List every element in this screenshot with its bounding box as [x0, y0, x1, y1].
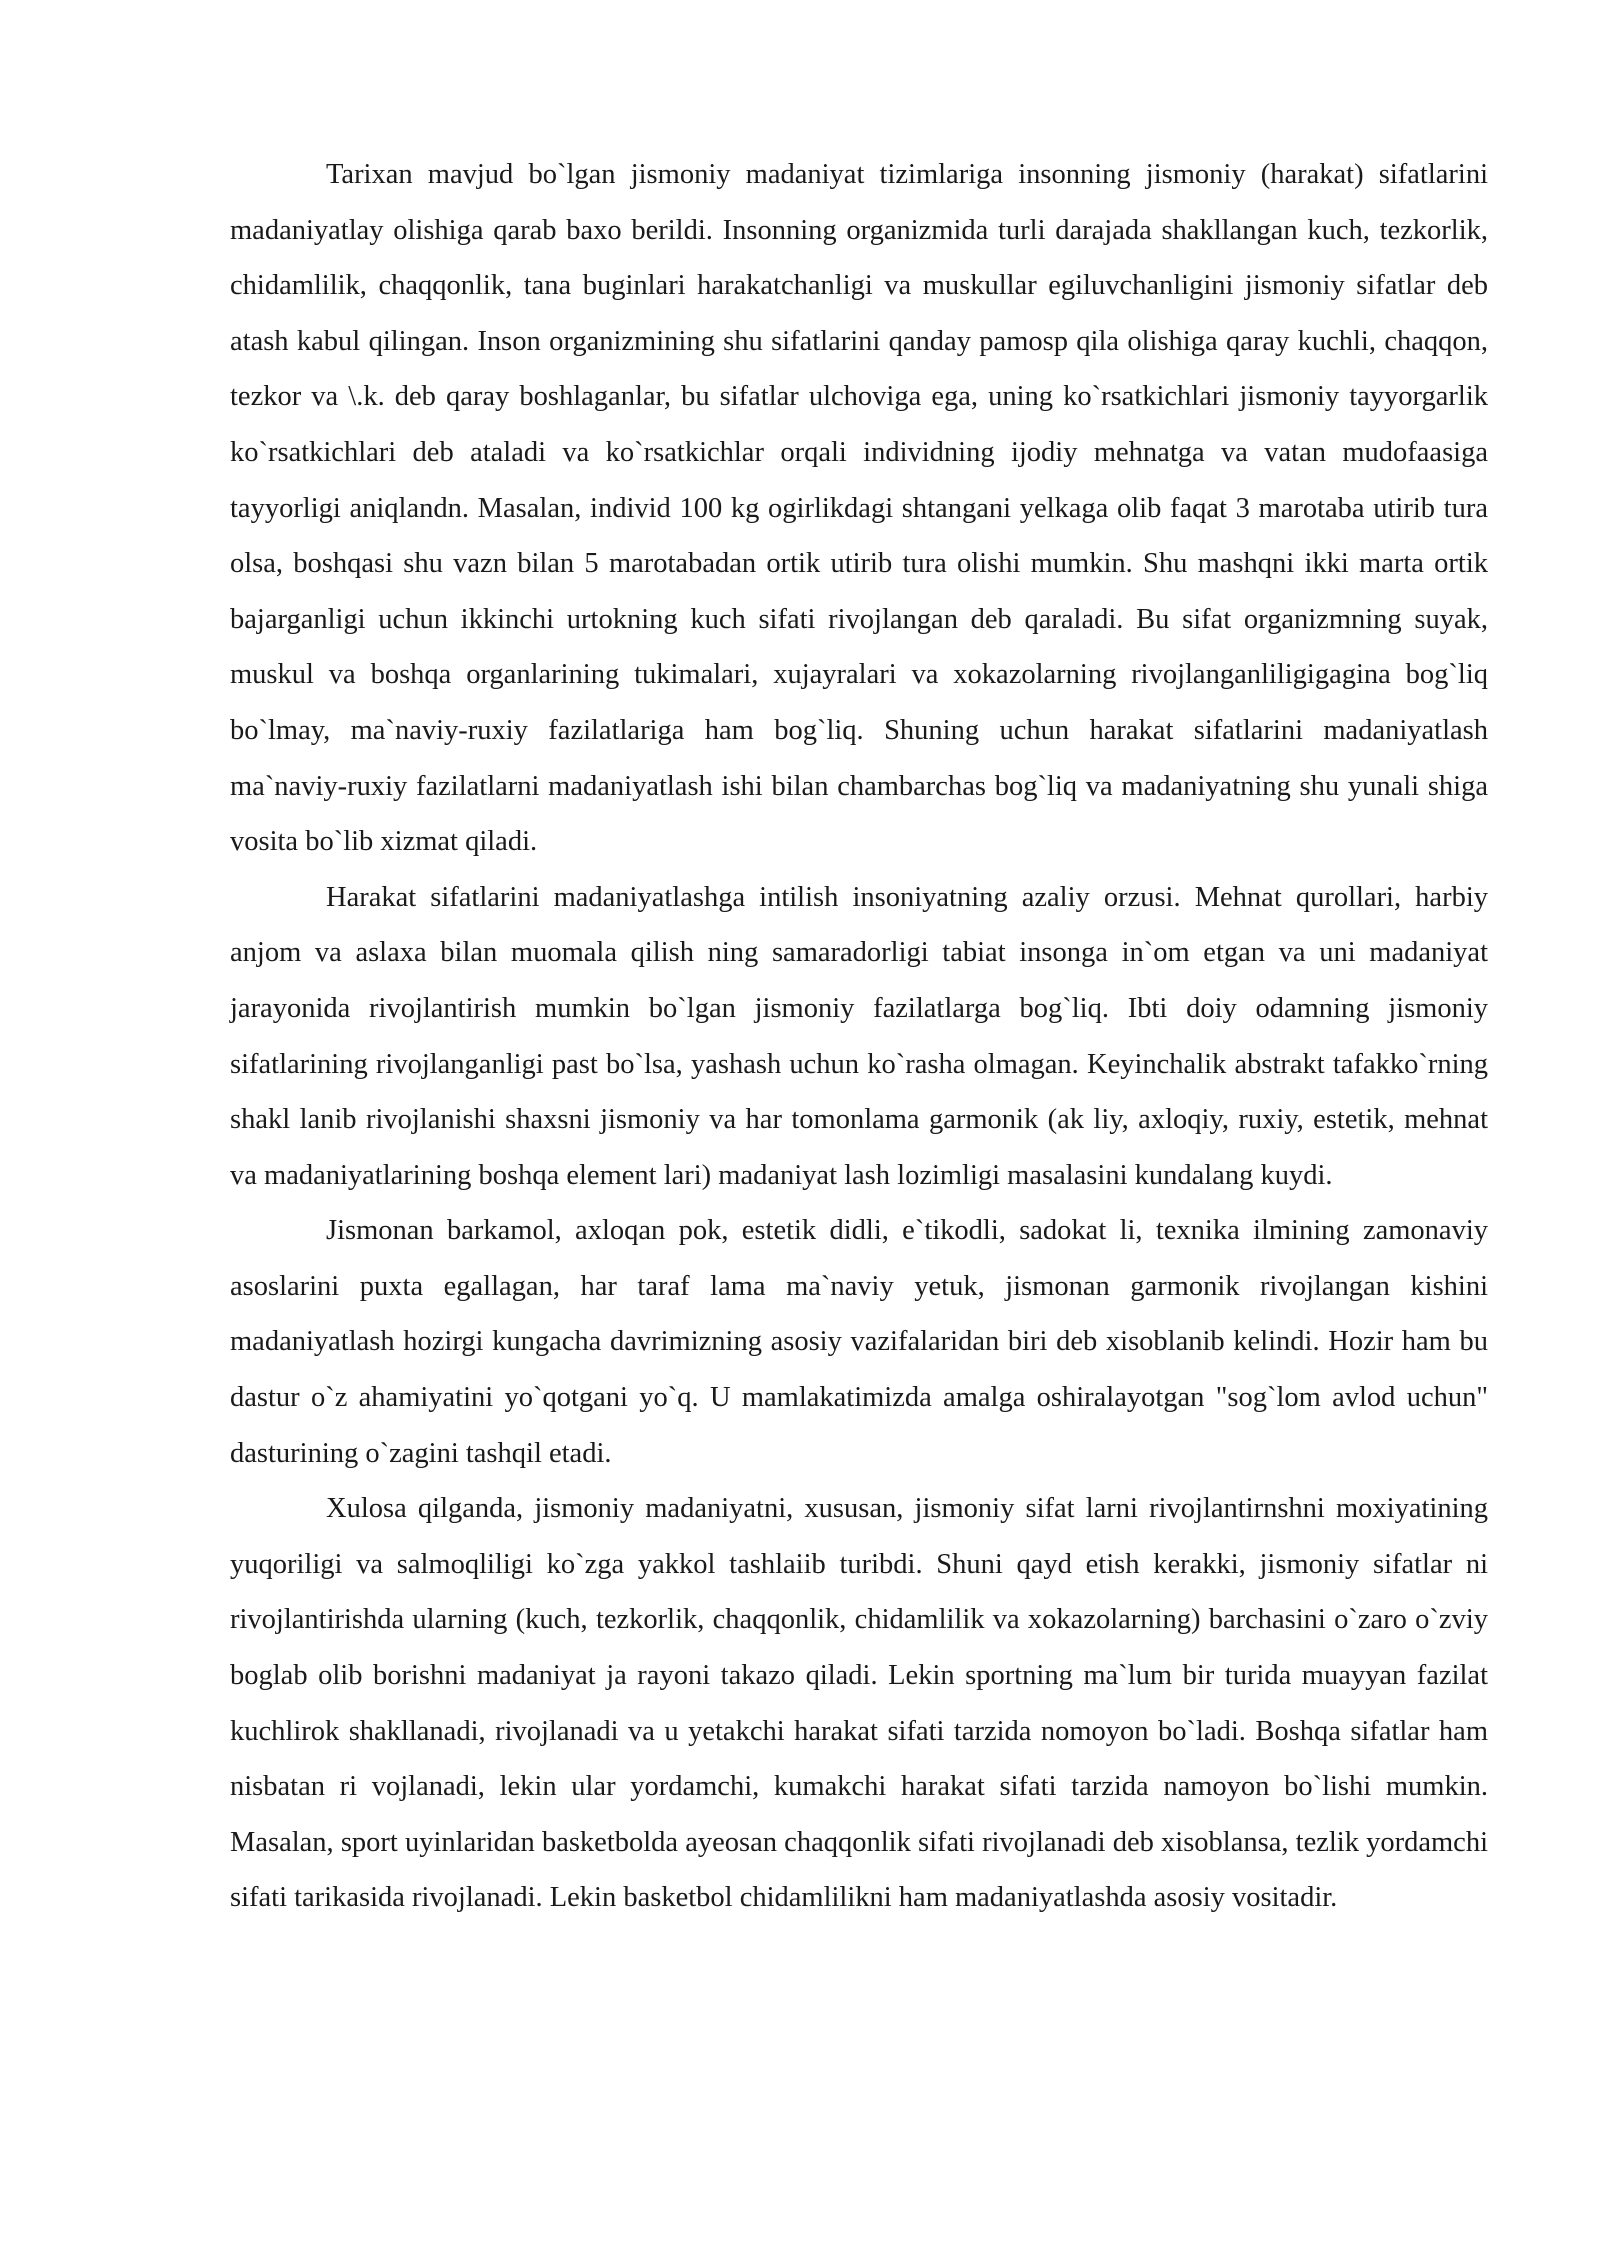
- paragraph-1: Tarixan mavjud bo`lgan jismoniy madaniyat tizimlariga insonning jismoniy (harakat) sifatlarini madaniyatlay olishiga qarab baxo berildi. Insonning organizmida turli darajada shakllangan kuch, tezkorlik, chidamlilik, chaqqonlik, tana buginlari harakatchanligi va muskullar egiluvchanligini jismoniy sifatlar deb atash kabul qilingan. Inson organizmining shu sifatlarini qanday pamosp qila olishiga qaray kuchli, chaqqon, tezkor va \.k. deb qaray boshlaganlar, bu sifatlar ulchoviga ega, uning ko`rsatkichlari jismoniy tayyorgarlik ko`rsatkichlari deb ataladi va ko`rsatkichlar orqali individning ijodiy mehnatga va vatan mudofaasiga tayyorligi aniqlandn. Masalan, individ 100 kg ogirlikdagi shtangani yelkaga olib faqat 3 marotaba utirib tura olsa, boshqasi shu vazn bilan 5 marotabadan ortik utirib tura olishi mumkin. Shu mashqni ikki marta ortik bajarganligi uchun ikkinchi urtokning kuch sifati rivojlangan deb qaraladi. Bu sifat organizmning suyak, muskul va boshqa organlarining tukimalari, xujayralari va xokazolarning rivojlanganliligigagina bog`liq bo`lmay, ma`naviy-ruxiy fazilatlariga ham bog`liq. Shuning uchun harakat sifatlarini madaniyatlash ma`naviy-ruxiy fazilatlarni madaniyatlash ishi bilan chambarchas bog`liq va madaniyatning shu yunali shiga vosita bo`lib xizmat qiladi.: [230, 159, 1488, 858]
- paragraph-3: Jismonan barkamol, axloqan pok, estetik didli, e`tikodli, sadokat li, texnika ilmining zamonaviy asoslarini puxta egallagan, har taraf lama ma`naviy yetuk, jismonan garmonik rivojlangan kishini madaniyatlash hozirgi kungacha davrimizning asosiy vazifalaridan biri deb xisoblanib kelindi. Hozir ham bu dastur o`z ahamiyatini yo`qotgani yo`q. U mamlakatimizda amalga oshiralayotgan "sog`lom avlod uchun" dasturining o`zagini tashqil etadi.: [230, 1215, 1488, 1469]
- paragraph-4: Xulosa qilganda, jismoniy madaniyatni, xususan, jismoniy sifat larni rivojlantirnshni moxiyatining yuqoriligi va salmoqliligi ko`zga yakkol tashlaiib turibdi. Shuni qayd etish kerakki, jismoniy sifatlar ni rivojlantirishda ularning (kuch, tezkorlik, chaqqonlik, chidamlilik va xokazolarning) barchasini o`zaro o`zviy boglab olib borishni madaniyat ja rayoni takazo qiladi. Lekin sportning ma`lum bir turida muayyan fazilat kuchlirok shakllanadi, rivojlanadi va u yetakchi harakat sifati tarzida nomoyon bo`ladi. Boshqa sifatlar ham nisbatan ri vojlanadi, lekin ular yordamchi, kumakchi harakat sifati tarzida namoyon bo`lishi mumkin. Masalan, sport uyinlaridan basketbolda ayeosan chaqqonlik sifati rivojlanadi deb xisoblansa, tezlik yordamchi sifati tarikasida rivojlanadi. Lekin basketbol chidamlilikni ham madaniyatlashda asosiy vositadir.: [230, 1493, 1488, 1914]
- paragraph-2: Harakat sifatlarini madaniyatlashga intilish insoniyatning azaliy orzusi. Mehnat qurollari, harbiy anjom va aslaxa bilan muomala qilish ning samaradorligi tabiat insonga in`om etgan va uni madaniyat jarayonida rivojlantirish mumkin bo`lgan jismoniy fazilatlarga bog`liq. Ibti doiy odamning jismoniy sifatlarining rivojlanganligi past bo`lsa, yashash uchun ko`rasha olmagan. Keyinchalik abstrakt tafakko`rning shakl lanib rivojlanishi shaxsni jismoniy va har tomonlama garmonik (ak liy, axloqiy, ruxiy, estetik, mehnat va madaniyatlarining boshqa element lari) madaniyat lash lozimligi masalasini kundalang kuydi.: [230, 881, 1488, 1191]
- document-body: [230, 147, 1488, 1926]
